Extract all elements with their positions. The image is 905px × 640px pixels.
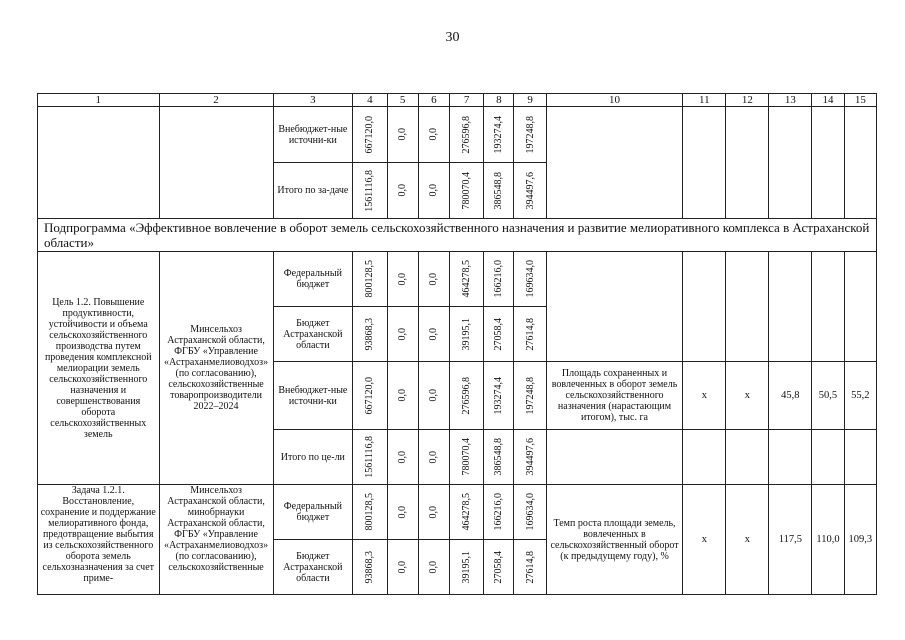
empty-cell [769,430,812,485]
value-cell: 193274,4 [493,376,505,415]
value-cell: 0,0 [397,272,409,286]
value-cell: 27058,4 [493,550,505,584]
value-cell: 800128,5 [364,493,376,531]
empty-cell [844,252,876,362]
header-cell: 12 [726,94,769,107]
value-cell: 0,0 [397,327,409,341]
header-cell: 7 [449,94,483,107]
value-cell: 1561116,8 [364,169,376,212]
subprogram-row [38,219,877,252]
empty-cell [546,107,683,219]
empty-cell [726,252,769,362]
value-cell: 276596,8 [461,376,473,415]
empty-cell [683,107,726,219]
empty-cell [546,252,683,362]
value-cell: 0,0 [428,450,440,464]
value-cell: 0,0 [428,128,440,141]
indicator-value: 110,0 [812,485,844,595]
value-cell: 386548,8 [493,171,505,210]
value-cell: 27614,8 [524,550,536,584]
header-cell: 2 [159,94,273,107]
value-cell: 39195,1 [461,550,473,584]
subprogram-title: Подпрограмма «Эффективное вовлечение в оборот земель сельскохозяйственного назначения и развитие мелиоративного комплекса в Астраханской области» [38,219,877,252]
funding-source: Внебюджет-ные источни-ки [273,362,353,430]
value-cell: 0,0 [428,389,440,402]
goal-executors: Минсельхоз Астраханской области, ФГБУ «Управление «Астраханмелиоводхоз» (по согласованию), сельскохозяйственные товаропроизводители 2022–2024 [159,252,273,485]
header-cell: 5 [387,94,418,107]
value-cell: 0,0 [428,560,440,574]
value-cell: 193274,4 [493,115,505,154]
indicator-value: 109,3 [844,485,876,595]
value-cell: 169634,0 [524,260,536,298]
header-cell: 6 [418,94,449,107]
header-cell: 8 [484,94,514,107]
value-cell: 800128,5 [364,260,376,298]
task-executors: Минсельхоз Астраханской области, минобрнауки Астраханской области, ФГБУ «Управление «Астраханмелиоводхоз» (по согласованию), сельскохозяйственные [159,485,273,595]
header-cell: 9 [514,94,546,107]
header-cell: 13 [769,94,812,107]
header-cell: 10 [546,94,683,107]
funding-source: Бюджет Астраханской области [273,307,353,362]
empty-cell [159,107,273,219]
value-cell: 464278,5 [461,493,473,531]
task-description: Задача 1.2.1. Восстановление, сохранение и поддержание мелиоративного фонда, предотвращение выбытия из сельскохозяйственного оборота земель сельхозназначения за счет приме- [38,485,160,595]
empty-cell [812,430,844,485]
value-cell: 0,0 [397,560,409,574]
indicator-name: Темп роста площади земель, вовлеченных в сельскохозяйственный оборот (к предыдущему году), % [546,485,683,595]
empty-cell [683,252,726,362]
value-cell: 667120,0 [364,115,376,154]
header-cell: 4 [353,94,387,107]
empty-cell [812,252,844,362]
header-cell: 14 [812,94,844,107]
indicator-cell: x [726,485,769,595]
empty-cell [683,430,726,485]
empty-cell [812,107,844,219]
empty-cell [726,107,769,219]
value-cell: 93868,3 [364,550,376,584]
value-cell: 197248,8 [524,115,536,154]
value-cell: 667120,0 [364,376,376,415]
empty-cell [769,252,812,362]
indicator-value: 45,8 [769,362,812,430]
value-cell: 27058,4 [493,317,505,351]
value-cell: 0,0 [397,505,409,519]
funding-source: Итого по це-ли [273,430,353,485]
indicator-value: 117,5 [769,485,812,595]
empty-cell [726,430,769,485]
header-row [38,94,877,107]
value-cell: 394497,6 [524,438,536,476]
header-cell: 11 [683,94,726,107]
funding-source: Бюджет Астраханской области [273,540,353,595]
table-row [38,485,877,540]
indicator-cell: x [683,485,726,595]
value-cell: 780070,4 [461,171,473,210]
header-cell: 15 [844,94,876,107]
value-cell: 780070,4 [461,438,473,476]
indicator-cell: x [726,362,769,430]
value-cell: 386548,8 [493,438,505,476]
value-cell: 0,0 [397,389,409,402]
value-cell: 0,0 [428,327,440,341]
header-cell: 3 [273,94,353,107]
value-cell: 0,0 [397,450,409,464]
header-cell: 1 [38,94,160,107]
funding-source: Внебюджет-ные источни-ки [273,107,353,163]
empty-cell [38,107,160,219]
value-cell: 93868,3 [364,317,376,351]
funding-source: Федеральный бюджет [273,485,353,540]
indicator-value: 50,5 [812,362,844,430]
table-row [38,107,877,163]
value-cell: 0,0 [397,128,409,141]
empty-cell [769,107,812,219]
value-cell: 197248,8 [524,376,536,415]
value-cell: 464278,5 [461,260,473,298]
value-cell: 394497,6 [524,171,536,210]
goal-description: Цель 1.2. Повышение продуктивности, устойчивости и объема сельскохозяйственного производства путем проведения комплексной мелиорации земель сельскохозяйственного назначения и совершенствования оборота сельскохозяйственных земель [38,252,160,485]
value-cell: 0,0 [428,505,440,519]
empty-cell [546,430,683,485]
indicator-cell: x [683,362,726,430]
value-cell: 166216,0 [493,260,505,298]
value-cell: 27614,8 [524,317,536,351]
value-cell: 276596,8 [461,115,473,154]
funding-source: Итого по за-даче [273,163,353,219]
empty-cell [844,430,876,485]
value-cell: 1561116,8 [364,436,376,478]
page-number: 30 [445,30,460,45]
indicator-name: Площадь сохраненных и вовлеченных в оборот земель сельскохозяйственного назначения (нарастающим итогом), тыс. га [546,362,683,430]
table-row [38,252,877,307]
funding-source: Федеральный бюджет [273,252,353,307]
value-cell: 39195,1 [461,317,473,351]
program-table [37,93,877,595]
value-cell: 166216,0 [493,493,505,531]
value-cell: 0,0 [428,184,440,197]
empty-cell [844,107,876,219]
value-cell: 0,0 [428,272,440,286]
value-cell: 169634,0 [524,493,536,531]
indicator-value: 55,2 [844,362,876,430]
value-cell: 0,0 [397,184,409,197]
